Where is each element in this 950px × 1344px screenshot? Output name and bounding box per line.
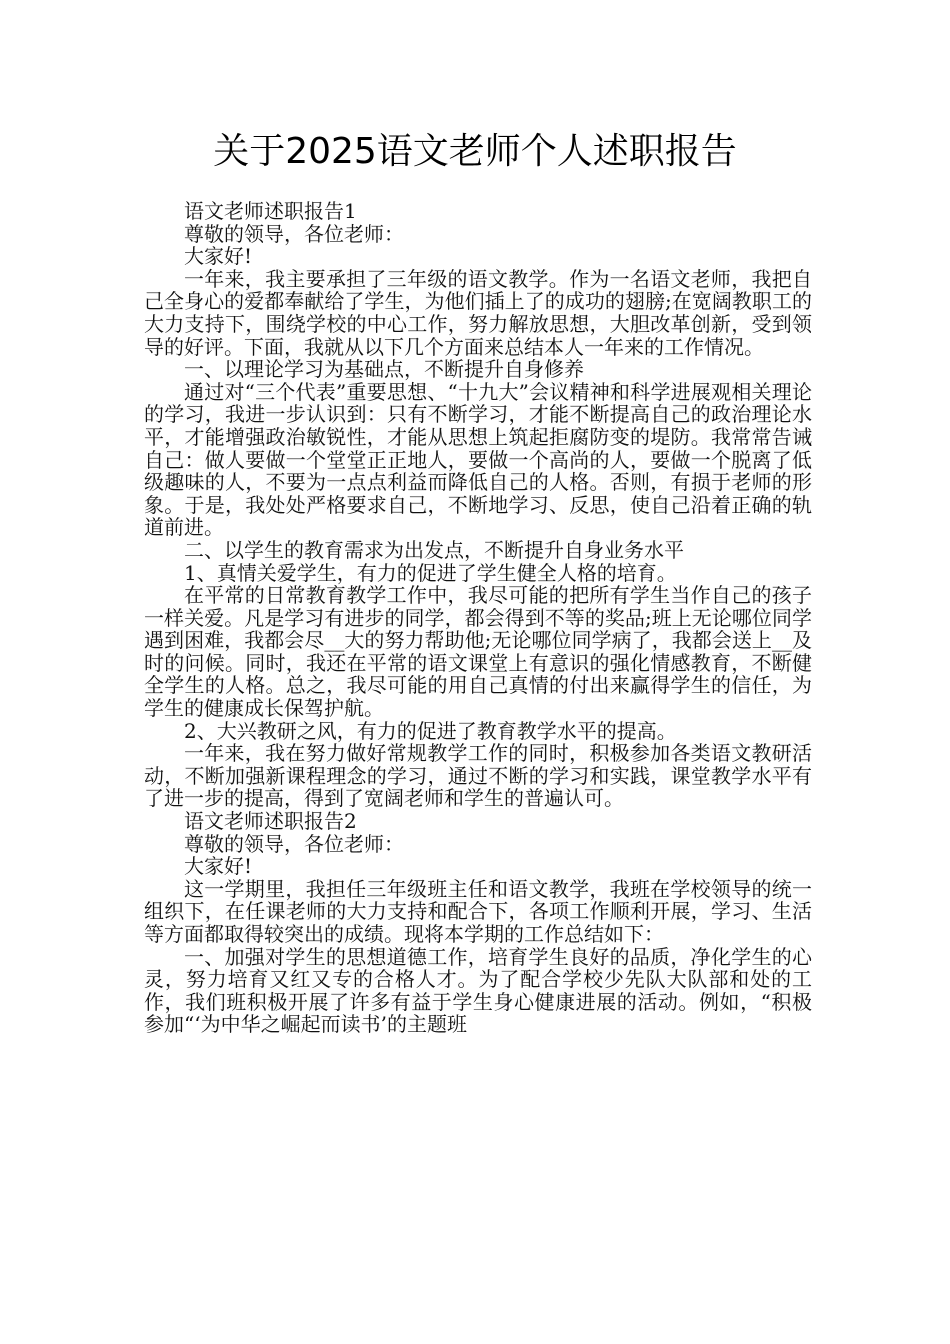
greeting: 大家好! (184, 854, 253, 879)
paragraph: 通过对“三个代表”重要思想、“十九大”会议精神和科学进展观相关理论的学习，我进一步认识到：只有不断学习，才能不断提高自己的政治理论水平，才能增强政治敏锐性，才能从思想上筑起拒腐防变的堤防。我常常告诫自己：做人要做一个堂堂正正地人，要做一个高尚的人，要做一个脱离了低级趣味的人，不要为一点点利益而降低自己的人格。否则，有损于老师的形象。于是，我处处严格要求自己，不断地学习、反思，使自己沿着正确的轨道前进。 (144, 379, 812, 540)
greeting: 大家好! (184, 244, 253, 269)
subheading: 一、以理论学习为基础点，不断提升自身修养 (184, 357, 584, 382)
section-heading-report-1: 语文老师述职报告1 (184, 199, 357, 223)
subheading: 1、真情关爱学生，有力的促进了学生健全人格的培育。 (184, 560, 677, 585)
paragraph: 一年来，我在努力做好常规教学工作的同时，积极参加各类语文教研活动，不断加强新课程理念的学习，通过不断的学习和实践，课堂教学水平有了进一步的提高，得到了宽阔老师和学生的普遍认可。 (144, 741, 812, 811)
subheading: 二、以学生的教育需求为出发点，不断提升自身业务水平 (184, 537, 684, 562)
paragraph: 这一学期里，我担任三年级班主任和语文教学，我班在学校领导的统一组织下，在任课老师的大力支持和配合下，各项工作顺利开展，学习、生活等方面都取得较突出的成绩。现将本学期的工作总结如下： (144, 876, 812, 946)
paragraph: 一、加强对学生的思想道德工作，培育学生良好的品质，净化学生的心灵，努力培育又红又专的合格人才。为了配合学校少先队大队部和处的工作，我们班积极开展了许多有益于学生身心健康进展的活动。例如，“积极参加“‘为中华之崛起而读书’的主题班 (144, 944, 812, 1037)
section-heading-report-2: 语文老师述职报告2 (184, 809, 357, 834)
salutation: 尊敬的领导，各位老师： (184, 831, 404, 856)
document-body (144, 200, 812, 1036)
salutation: 尊敬的领导，各位老师： (184, 221, 404, 246)
subheading: 2、大兴教研之风，有力的促进了教育教学水平的提高。 (184, 718, 677, 743)
paragraph: 在平常的日常教育教学工作中，我尽可能的把所有学生当作自己的孩子一样关爱。凡是学习有进步的同学，都会得到不等的奖品;班上无论哪位同学遇到困难，我都会尽__大的努力帮助他;无论哪位同学病了，我都会送上__及时的问候。同时，我还在平常的语文课堂上有意识的强化情感教育，不断健全学生的人格。总之，我尽可能的用自己真情的付出来赢得学生的信任，为学生的健康成长保驾护航。 (144, 583, 812, 721)
document-title: 关于2025语文老师个人述职报告 (213, 131, 737, 172)
paragraph: 一年来，我主要承担了三年级的语文教学。作为一名语文老师，我把自己全身心的爱都奉献给了学生，为他们插上了的成功的翅膀;在宽阔教职工的大力支持下，围绕学校的中心工作，努力解放思想，大胆改革创新，受到领导的好评。下面，我就从以下几个方面来总结本人一年来的工作情况。 (144, 266, 812, 359)
